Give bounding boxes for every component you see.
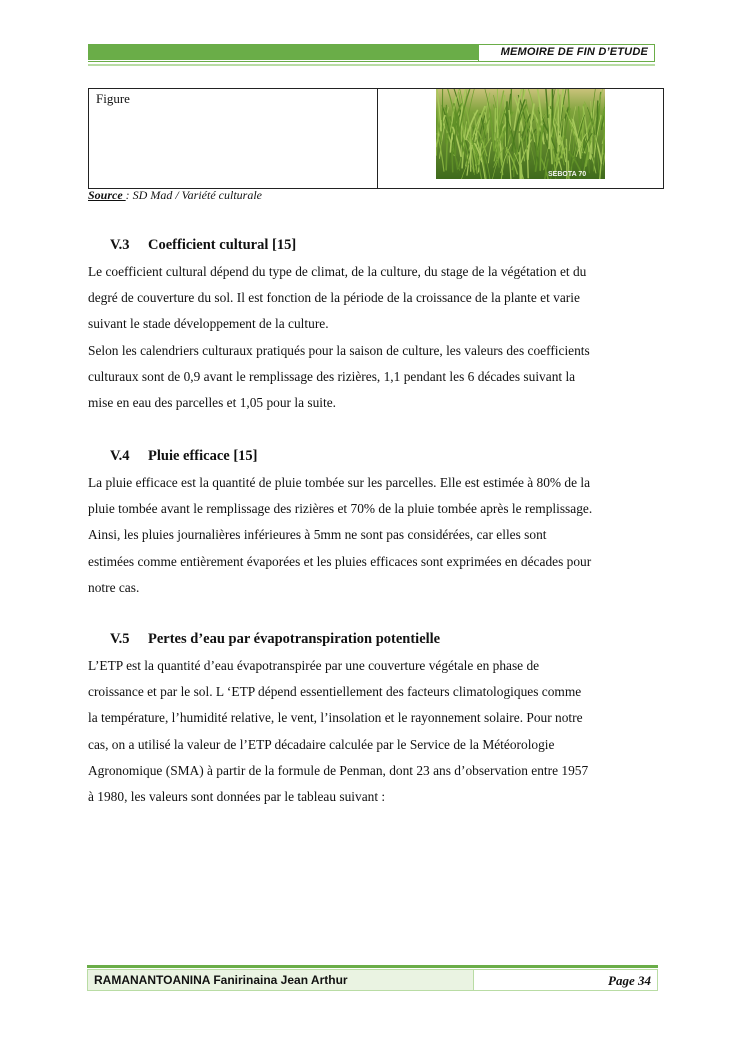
text-line: cas, on a utilisé la valeur de l’ETP décadaire calculée par le Service de la Météorologie (88, 736, 555, 752)
rice-field-photo (436, 89, 605, 179)
source-text: : SD Mad / Variété culturale (125, 188, 262, 202)
header-green-band (88, 44, 478, 60)
text-line: la température, l’humidité relative, le vent, l’insolation et le rayonnement solaire. Pour notre (88, 710, 583, 726)
section-title: Pluie efficace [15] (148, 448, 258, 464)
header-rule-light (88, 64, 655, 66)
section-heading-v3 (110, 237, 296, 254)
page-number: Page 34 (608, 973, 651, 988)
section-number: V.3 (110, 237, 130, 253)
text-line: à 1980, les valeurs sont données par le tableau suivant : (88, 789, 386, 805)
section-number: V.5 (110, 631, 130, 647)
text-line: estimées comme entièrement évaporées et les pluies efficaces sont exprimées en décades pour (88, 553, 592, 569)
text-line: culturaux sont de 0,9 avant le remplissage des rizières, 1,1 pendant les 6 décades suivant la (88, 368, 576, 384)
text-line: Agronomique (SMA) à partir de la formule de Penman, dont 23 ans d’observation entre 1957 (88, 762, 589, 778)
section-title: Coefficient cultural [15] (148, 237, 297, 253)
photo-caption: SEBOTA 70 (548, 171, 587, 178)
footer-author-box (87, 969, 474, 991)
text-line: pluie tombée avant le remplissage des rizières et 70% de la pluie tombée après le remplissage. (88, 501, 593, 517)
text-line: suivant le stade développement de la culture. (88, 316, 329, 332)
section-number: V.4 (110, 448, 130, 464)
footer-author: RAMANANTOANINA Fanirinaina Jean Arthur (94, 973, 348, 987)
page-footer (87, 965, 658, 993)
text-line: La pluie efficace est la quantité de pluie tombée sur les parcelles. Elle est estimée à 80% de la (88, 475, 591, 490)
text-line: Selon les calendriers culturaux pratiqués pour la saison de culture, les valeurs des coefficients (88, 342, 590, 358)
text-line: Ainsi, les pluies journalières inférieures à 5mm ne sont pas considérées, car elles sont (88, 527, 547, 543)
section-body-v4 (88, 470, 658, 601)
section-heading-v5 (110, 631, 440, 648)
figure-label: Figure (96, 91, 130, 106)
text-line: notre cas. (88, 579, 140, 595)
page-header (88, 44, 655, 66)
text-line: Le coefficient cultural dépend du type de climat, de la culture, du stage de la végétation et du (88, 264, 587, 279)
rice-plants-image (436, 89, 605, 179)
footer-rule (87, 965, 658, 968)
header-title-box (478, 44, 655, 61)
section-body-v3 (88, 259, 658, 416)
source-label: Source (88, 188, 126, 202)
section-title: Pertes d’eau par évapotranspiration potentielle (148, 631, 441, 647)
figure-table (88, 88, 664, 189)
text-line: L’ETP est la quantité d’eau évapotranspirée par une couverture végétale en phase de (88, 658, 540, 673)
footer-page-box (474, 969, 658, 991)
text-line: croissance et par le sol. L ‘ETP dépend essentiellement des facteurs climatologiques comme (88, 684, 582, 700)
figure-source (88, 188, 262, 203)
figure-label-cell (89, 89, 378, 188)
header-title: MEMOIRE DE FIN D’ETUDE (500, 46, 648, 58)
text-line: mise en eau des parcelles et 1,05 pour la suite. (88, 395, 337, 411)
header-rule (88, 61, 655, 62)
section-body-v5 (88, 653, 658, 810)
section-heading-v4 (110, 448, 258, 465)
text-line: degré de couverture du sol. Il est fonction de la période de la croissance de la plante et varie (88, 290, 580, 306)
